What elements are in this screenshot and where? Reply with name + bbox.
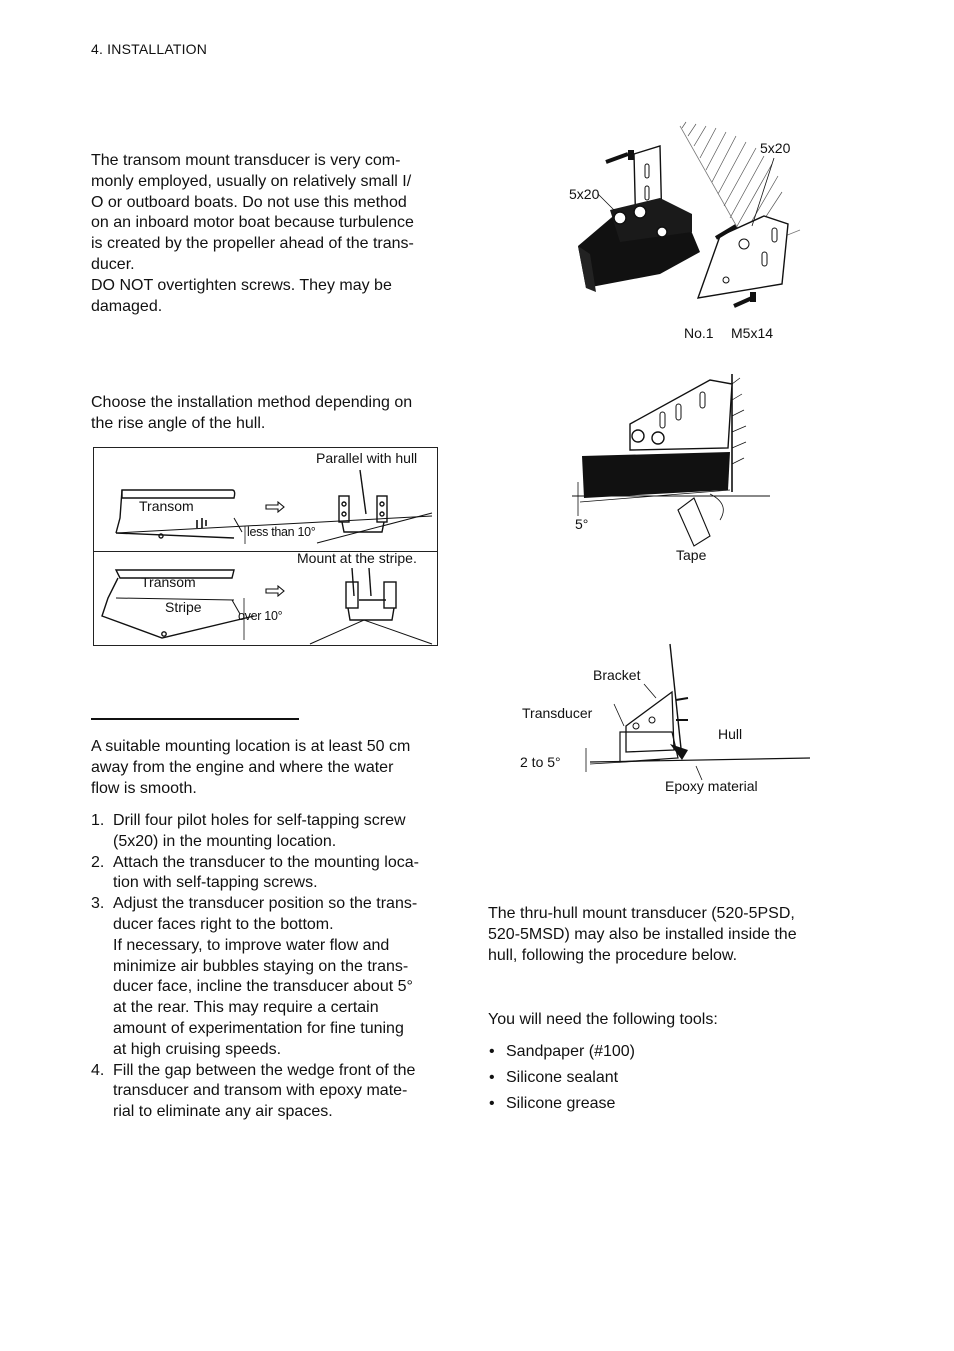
step-line: ducer face, incline the transducer about 5° xyxy=(113,978,413,996)
fig3-bracket-label: Bracket xyxy=(593,667,641,683)
tools-list xyxy=(488,1042,788,1120)
tool-item xyxy=(488,1042,788,1068)
fig2-tape-label: Tape xyxy=(676,547,707,563)
location-line: away from the engine and where the water xyxy=(91,758,394,776)
fig1-screw-right-label: 5x20 xyxy=(760,140,791,156)
step-number: 2. xyxy=(91,853,105,871)
step-line: Fill the gap between the wedge front of the xyxy=(113,1061,416,1079)
step-line: rial to eliminate any air spaces. xyxy=(113,1103,333,1121)
fig3-hull-label: Hull xyxy=(718,726,743,742)
location-text xyxy=(91,737,451,799)
installation-steps xyxy=(91,811,451,1123)
row2-transom-label: Transom xyxy=(141,574,196,590)
intro-line: damaged. xyxy=(91,297,163,315)
choose-line: Choose the installation method depending on xyxy=(91,394,413,411)
step-line: Adjust the transducer position so the trans- xyxy=(113,895,418,913)
step-line: ducer faces right to the bottom. xyxy=(113,915,334,933)
thruhull-line: 520-5MSD) may also be installed inside the xyxy=(488,925,797,943)
row1-angle-label: less than 10° xyxy=(247,525,316,539)
fig2-angle-label: 5° xyxy=(575,516,589,532)
intro-line: O or outboard boats. Do not use this method xyxy=(91,193,407,211)
location-line: A suitable mounting location is at least 50 cm xyxy=(91,738,411,755)
fig3-epoxy-label: Epoxy material xyxy=(665,778,758,794)
method-table xyxy=(93,447,438,646)
heading-rule xyxy=(91,718,299,720)
step-line: (5x20) in the mounting location. xyxy=(113,832,337,850)
step-line: amount of experimentation for fine tuning xyxy=(113,1019,404,1037)
figure-incline-tape xyxy=(560,370,770,540)
tools-intro: You will need the following tools: xyxy=(488,1011,718,1028)
step-item xyxy=(91,853,451,895)
intro-line: is created by the propeller ahead of the trans- xyxy=(91,235,414,253)
bullet: • xyxy=(489,1069,495,1086)
bullet: • xyxy=(489,1043,495,1060)
step-line: Drill four pilot holes for self-tapping screw xyxy=(113,812,406,829)
bullet: • xyxy=(489,1095,495,1112)
fig1-screw-left-label: 5x20 xyxy=(569,186,600,202)
step-line: at the rear. This may require a certain xyxy=(113,999,379,1017)
tool-item xyxy=(488,1094,788,1120)
step-line: Attach the transducer to the mounting loca- xyxy=(113,853,419,871)
row2-stripe-label: Stripe xyxy=(165,599,202,615)
step-line: at high cruising speeds. xyxy=(113,1040,282,1058)
intro-line: on an inboard motor boat because turbulence xyxy=(91,214,414,232)
tool-label: Silicone grease xyxy=(506,1095,616,1112)
fig3-angle-label: 2 to 5° xyxy=(520,754,561,770)
choose-method-text xyxy=(91,393,451,435)
tool-item xyxy=(488,1068,788,1094)
location-line: flow is smooth. xyxy=(91,779,197,797)
row1-transom-label: Transom xyxy=(139,498,194,514)
fig1-m5-label: M5x14 xyxy=(731,325,774,341)
row2-caption: Mount at the stripe. xyxy=(297,550,417,566)
step-number: 1. xyxy=(91,812,105,829)
intro-line: monly employed, usually on relatively small I/ xyxy=(91,172,412,190)
fig1-no1-label: No.1 xyxy=(684,325,714,341)
step-item xyxy=(91,811,451,853)
tool-label: Sandpaper (#100) xyxy=(506,1043,635,1060)
step-item xyxy=(91,1061,451,1123)
row2-angle-label: over 10° xyxy=(238,609,283,623)
step-item xyxy=(91,894,451,1060)
step-line: If necessary, to improve water flow and xyxy=(113,936,390,954)
tool-label: Silicone sealant xyxy=(506,1069,619,1086)
thruhull-line: The thru-hull mount transducer (520-5PSD, xyxy=(488,905,795,922)
figure-epoxy-hull xyxy=(560,640,820,790)
intro-line: The transom mount transducer is very com- xyxy=(91,152,401,169)
step-line: tion with self-tapping screws. xyxy=(113,874,318,892)
step-number: 4. xyxy=(91,1061,105,1079)
row1-caption: Parallel with hull xyxy=(316,450,418,466)
intro-line: ducer. xyxy=(91,255,135,273)
thruhull-text xyxy=(488,904,848,966)
choose-line: the rise angle of the hull. xyxy=(91,414,266,432)
fig3-transducer-label: Transducer xyxy=(522,705,593,721)
transom-intro xyxy=(91,151,451,317)
section-header: 4. INSTALLATION xyxy=(91,41,208,57)
step-line: minimize air bubbles staying on the trans- xyxy=(113,957,409,975)
step-number: 3. xyxy=(91,895,105,913)
step-line: transducer and transom with epoxy mate- xyxy=(113,1082,408,1100)
transom-wall-hatch xyxy=(732,378,746,464)
thruhull-line: hull, following the procedure below. xyxy=(488,946,738,964)
intro-line: DO NOT overtighten screws. They may be xyxy=(91,276,392,294)
